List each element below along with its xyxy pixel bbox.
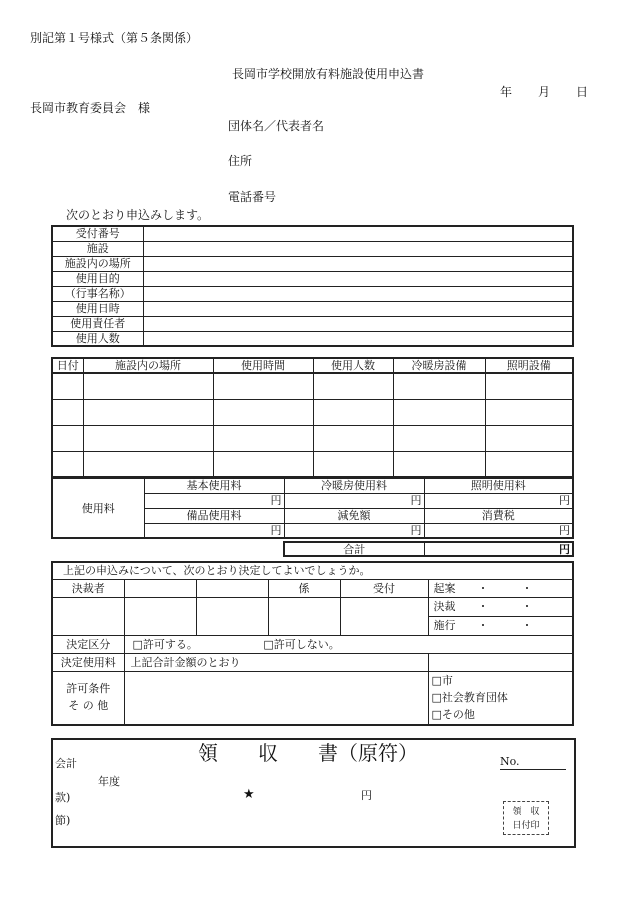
exemption-label: 減免額: [284, 508, 424, 523]
schedule-row: [52, 425, 573, 451]
info-label-purpose: 使用目的: [52, 271, 143, 286]
info-label-responsible: 使用責任者: [52, 316, 143, 331]
schedule-header-date: 日付: [52, 358, 83, 373]
purpose-field[interactable]: [143, 271, 573, 286]
approval-date-cell[interactable]: 決裁 ・ ・: [428, 597, 573, 616]
addressee: 長岡市教育委員会 様: [30, 101, 151, 115]
exemption-value[interactable]: 円: [284, 523, 424, 538]
date-month-label: 月: [538, 85, 551, 99]
phone-label: 電話番号: [228, 190, 277, 204]
facility-field[interactable]: [143, 241, 573, 256]
datetime-field[interactable]: [143, 301, 573, 316]
schedule-header-lighting: 照明設備: [485, 358, 573, 373]
star-icon: ★: [243, 787, 255, 802]
decided-fee-value: 上記合計金額のとおり: [124, 653, 428, 671]
receipt-date-stamp: 領 収 日付印: [503, 801, 549, 835]
intro-text: 次のとおり申込みします。: [66, 208, 210, 222]
other-checkbox[interactable]: □その他: [431, 708, 475, 722]
schedule-header-place: 施設内の場所: [83, 358, 213, 373]
decision-table: [51, 561, 574, 726]
receipt-number[interactable]: No.: [500, 756, 566, 770]
tax-value[interactable]: 円: [424, 523, 573, 538]
receipt-title: 領 収 書（原符）: [198, 741, 418, 765]
basic-fee-value[interactable]: 円: [144, 493, 284, 508]
decided-fee-label: 決定使用料: [52, 653, 124, 671]
info-label-receipt-number: 受付番号: [52, 226, 143, 241]
conditions-field[interactable]: [124, 671, 428, 725]
info-label-datetime: 使用日時: [52, 301, 143, 316]
total-label: 合計: [284, 542, 424, 556]
total-value[interactable]: 円: [424, 542, 573, 556]
draft-date-cell[interactable]: 起案 ・ ・: [428, 579, 573, 597]
decision-intro: 上記の申込みについて、次のとおり決定してよいでしょうか。: [52, 562, 573, 579]
schedule-row: [52, 373, 573, 399]
fee-table: [51, 477, 574, 539]
org-name-label: 団体名／代表者名: [228, 119, 325, 133]
place-field[interactable]: [143, 256, 573, 271]
schedule-header-aircon: 冷暖房設備: [393, 358, 485, 373]
equipment-fee-value[interactable]: 円: [144, 523, 284, 538]
reception-seal[interactable]: [340, 597, 428, 635]
application-info-table: [51, 225, 574, 347]
responsible-field[interactable]: [143, 316, 573, 331]
approver-label: 決裁者: [52, 579, 124, 597]
kan-label: 款): [55, 791, 71, 804]
date-year-label: 年: [500, 85, 513, 99]
total-row: [283, 541, 574, 557]
info-label-event-name: （行事名称）: [52, 286, 143, 301]
page-title: 長岡市学校開放有料施設使用申込書: [232, 67, 425, 81]
schedule-table: [51, 357, 574, 478]
social-education-checkbox[interactable]: □社会教育団体: [431, 691, 508, 705]
equipment-fee-label: 備品使用料: [144, 508, 284, 523]
lighting-fee-value[interactable]: 円: [424, 493, 573, 508]
schedule-row: [52, 399, 573, 425]
schedule-header-time: 使用時間: [213, 358, 313, 373]
info-label-place: 施設内の場所: [52, 256, 143, 271]
applicant-type-options: [428, 671, 573, 725]
info-label-headcount: 使用人数: [52, 331, 143, 346]
conditions-label: 許可条件 そ の 他: [52, 671, 124, 725]
info-label-facility: 施設: [52, 241, 143, 256]
address-label: 住所: [228, 154, 253, 168]
aircon-fee-value[interactable]: 円: [284, 493, 424, 508]
date-day-label: 日: [576, 85, 589, 99]
event-name-field[interactable]: [143, 286, 573, 301]
schedule-row: [52, 451, 573, 477]
basic-fee-label: 基本使用料: [144, 478, 284, 493]
staff-seal[interactable]: [268, 597, 340, 635]
receipt-number-field[interactable]: [143, 226, 573, 241]
enforcement-date-cell[interactable]: 施行 ・ ・: [428, 616, 573, 635]
setsu-label: 節): [55, 814, 71, 827]
lighting-fee-label: 照明使用料: [424, 478, 573, 493]
city-checkbox[interactable]: □市: [431, 674, 453, 688]
receipt-account-label: 会計: [55, 757, 77, 770]
tax-label: 消費税: [424, 508, 573, 523]
category-label: 決定区分: [52, 635, 124, 653]
staff-label: 係: [268, 579, 340, 597]
form-number: 別記第１号様式（第５条関係）: [30, 31, 199, 45]
schedule-header-headcount: 使用人数: [313, 358, 393, 373]
headcount-field[interactable]: [143, 331, 573, 346]
fiscal-year-label: 年度: [98, 775, 120, 788]
receipt-yen-label: 円: [361, 789, 372, 802]
permit-checkbox[interactable]: □許可する。: [132, 637, 198, 651]
deny-checkbox[interactable]: □許可しない。: [263, 637, 340, 651]
aircon-fee-label: 冷暖房使用料: [284, 478, 424, 493]
reception-label: 受付: [340, 579, 428, 597]
fee-label: 使用料: [52, 478, 144, 538]
category-options: [124, 635, 573, 653]
